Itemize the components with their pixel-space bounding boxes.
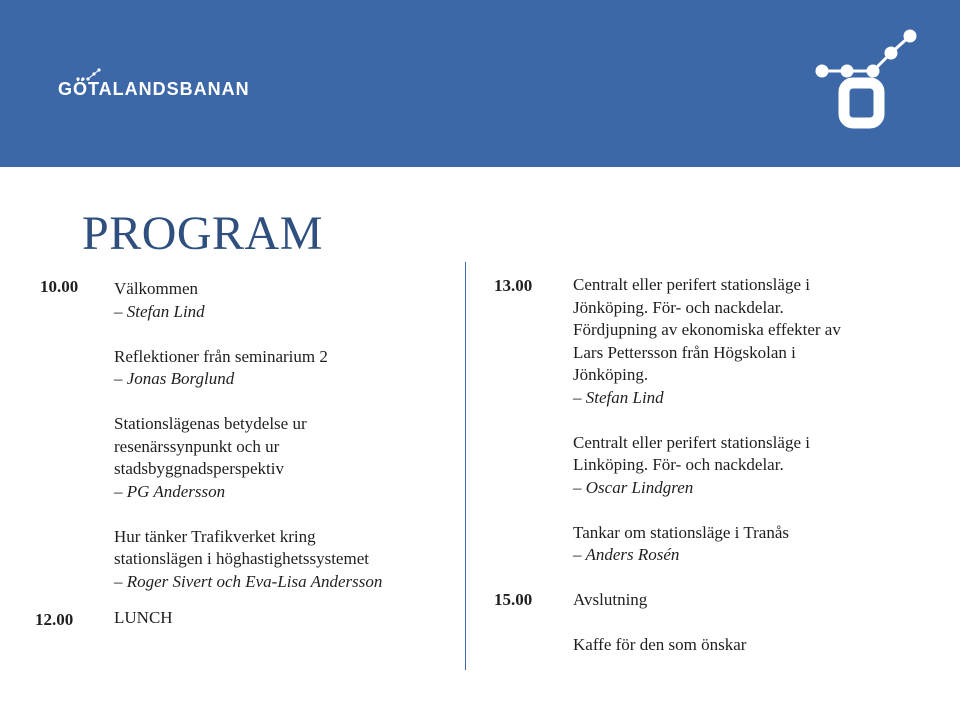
speaker: – Anders Rosén bbox=[573, 545, 680, 564]
program-item bbox=[573, 432, 841, 500]
item-text: Lars Pettersson från Högskolan i bbox=[573, 342, 796, 362]
brand-name: GÖTALANDSBANAN bbox=[58, 79, 250, 99]
lunch-label: LUNCH bbox=[114, 608, 173, 627]
item-text: Centralt eller perifert stationsläge i bbox=[573, 275, 810, 294]
time-12: 12.00 bbox=[35, 610, 74, 629]
item-text: stadsbyggnadsperspektiv bbox=[114, 459, 284, 478]
program-item bbox=[573, 522, 841, 567]
speaker: – PG Andersson bbox=[114, 481, 226, 501]
speaker: – Stefan Lind bbox=[114, 301, 205, 321]
item-text: Linköping. För- och nackdelar. bbox=[573, 455, 784, 474]
time-10: 10.00 bbox=[40, 277, 79, 296]
column-divider bbox=[465, 262, 466, 670]
header-banner bbox=[0, 0, 960, 167]
right-program-column bbox=[573, 274, 841, 679]
program-item bbox=[114, 278, 382, 323]
program-item bbox=[114, 526, 382, 594]
coffee-label: Kaffe för den som önskar bbox=[573, 635, 747, 654]
program-item-closing bbox=[573, 589, 841, 612]
item-text: Centralt eller perifert stationsläge i bbox=[573, 432, 810, 452]
speaker: – Jonas Borglund bbox=[114, 369, 235, 388]
item-text: Jönköping. För- och nackdelar. bbox=[573, 297, 784, 317]
closing-label: Avslutning bbox=[573, 590, 648, 609]
item-text: Hur tänker Trafikverket kring bbox=[114, 526, 316, 546]
speaker: – Oscar Lindgren bbox=[573, 477, 694, 497]
item-text: stationslägen i höghastighetssystemet bbox=[114, 549, 369, 568]
speaker: – Roger Sivert och Eva-Lisa Andersson bbox=[114, 571, 383, 591]
program-item-coffee bbox=[573, 634, 841, 657]
speaker: – Stefan Lind bbox=[573, 387, 664, 407]
item-text: Tankar om stationsläge i Tranås bbox=[573, 522, 790, 542]
item-text: Jönköping. bbox=[573, 365, 649, 384]
item-text: Stationslägenas betydelse ur bbox=[114, 414, 307, 433]
o-emblem-logo-icon bbox=[810, 25, 925, 135]
item-text: resenärssynpunkt och ur bbox=[114, 436, 280, 456]
program-item bbox=[114, 346, 382, 391]
left-program-column bbox=[114, 278, 382, 652]
program-item bbox=[573, 274, 841, 409]
time-13: 13.00 bbox=[494, 276, 533, 295]
item-text: Välkommen bbox=[114, 279, 199, 298]
program-item-lunch bbox=[114, 607, 382, 630]
item-text: Fördjupning av ekonomiska effekter av bbox=[573, 320, 841, 339]
gotalandsbanan-logo bbox=[58, 68, 278, 100]
page-title: PROGRAM bbox=[82, 207, 323, 260]
item-text: Reflektioner från seminarium 2 bbox=[114, 346, 328, 366]
time-15: 15.00 bbox=[494, 590, 533, 609]
program-item bbox=[114, 413, 382, 503]
